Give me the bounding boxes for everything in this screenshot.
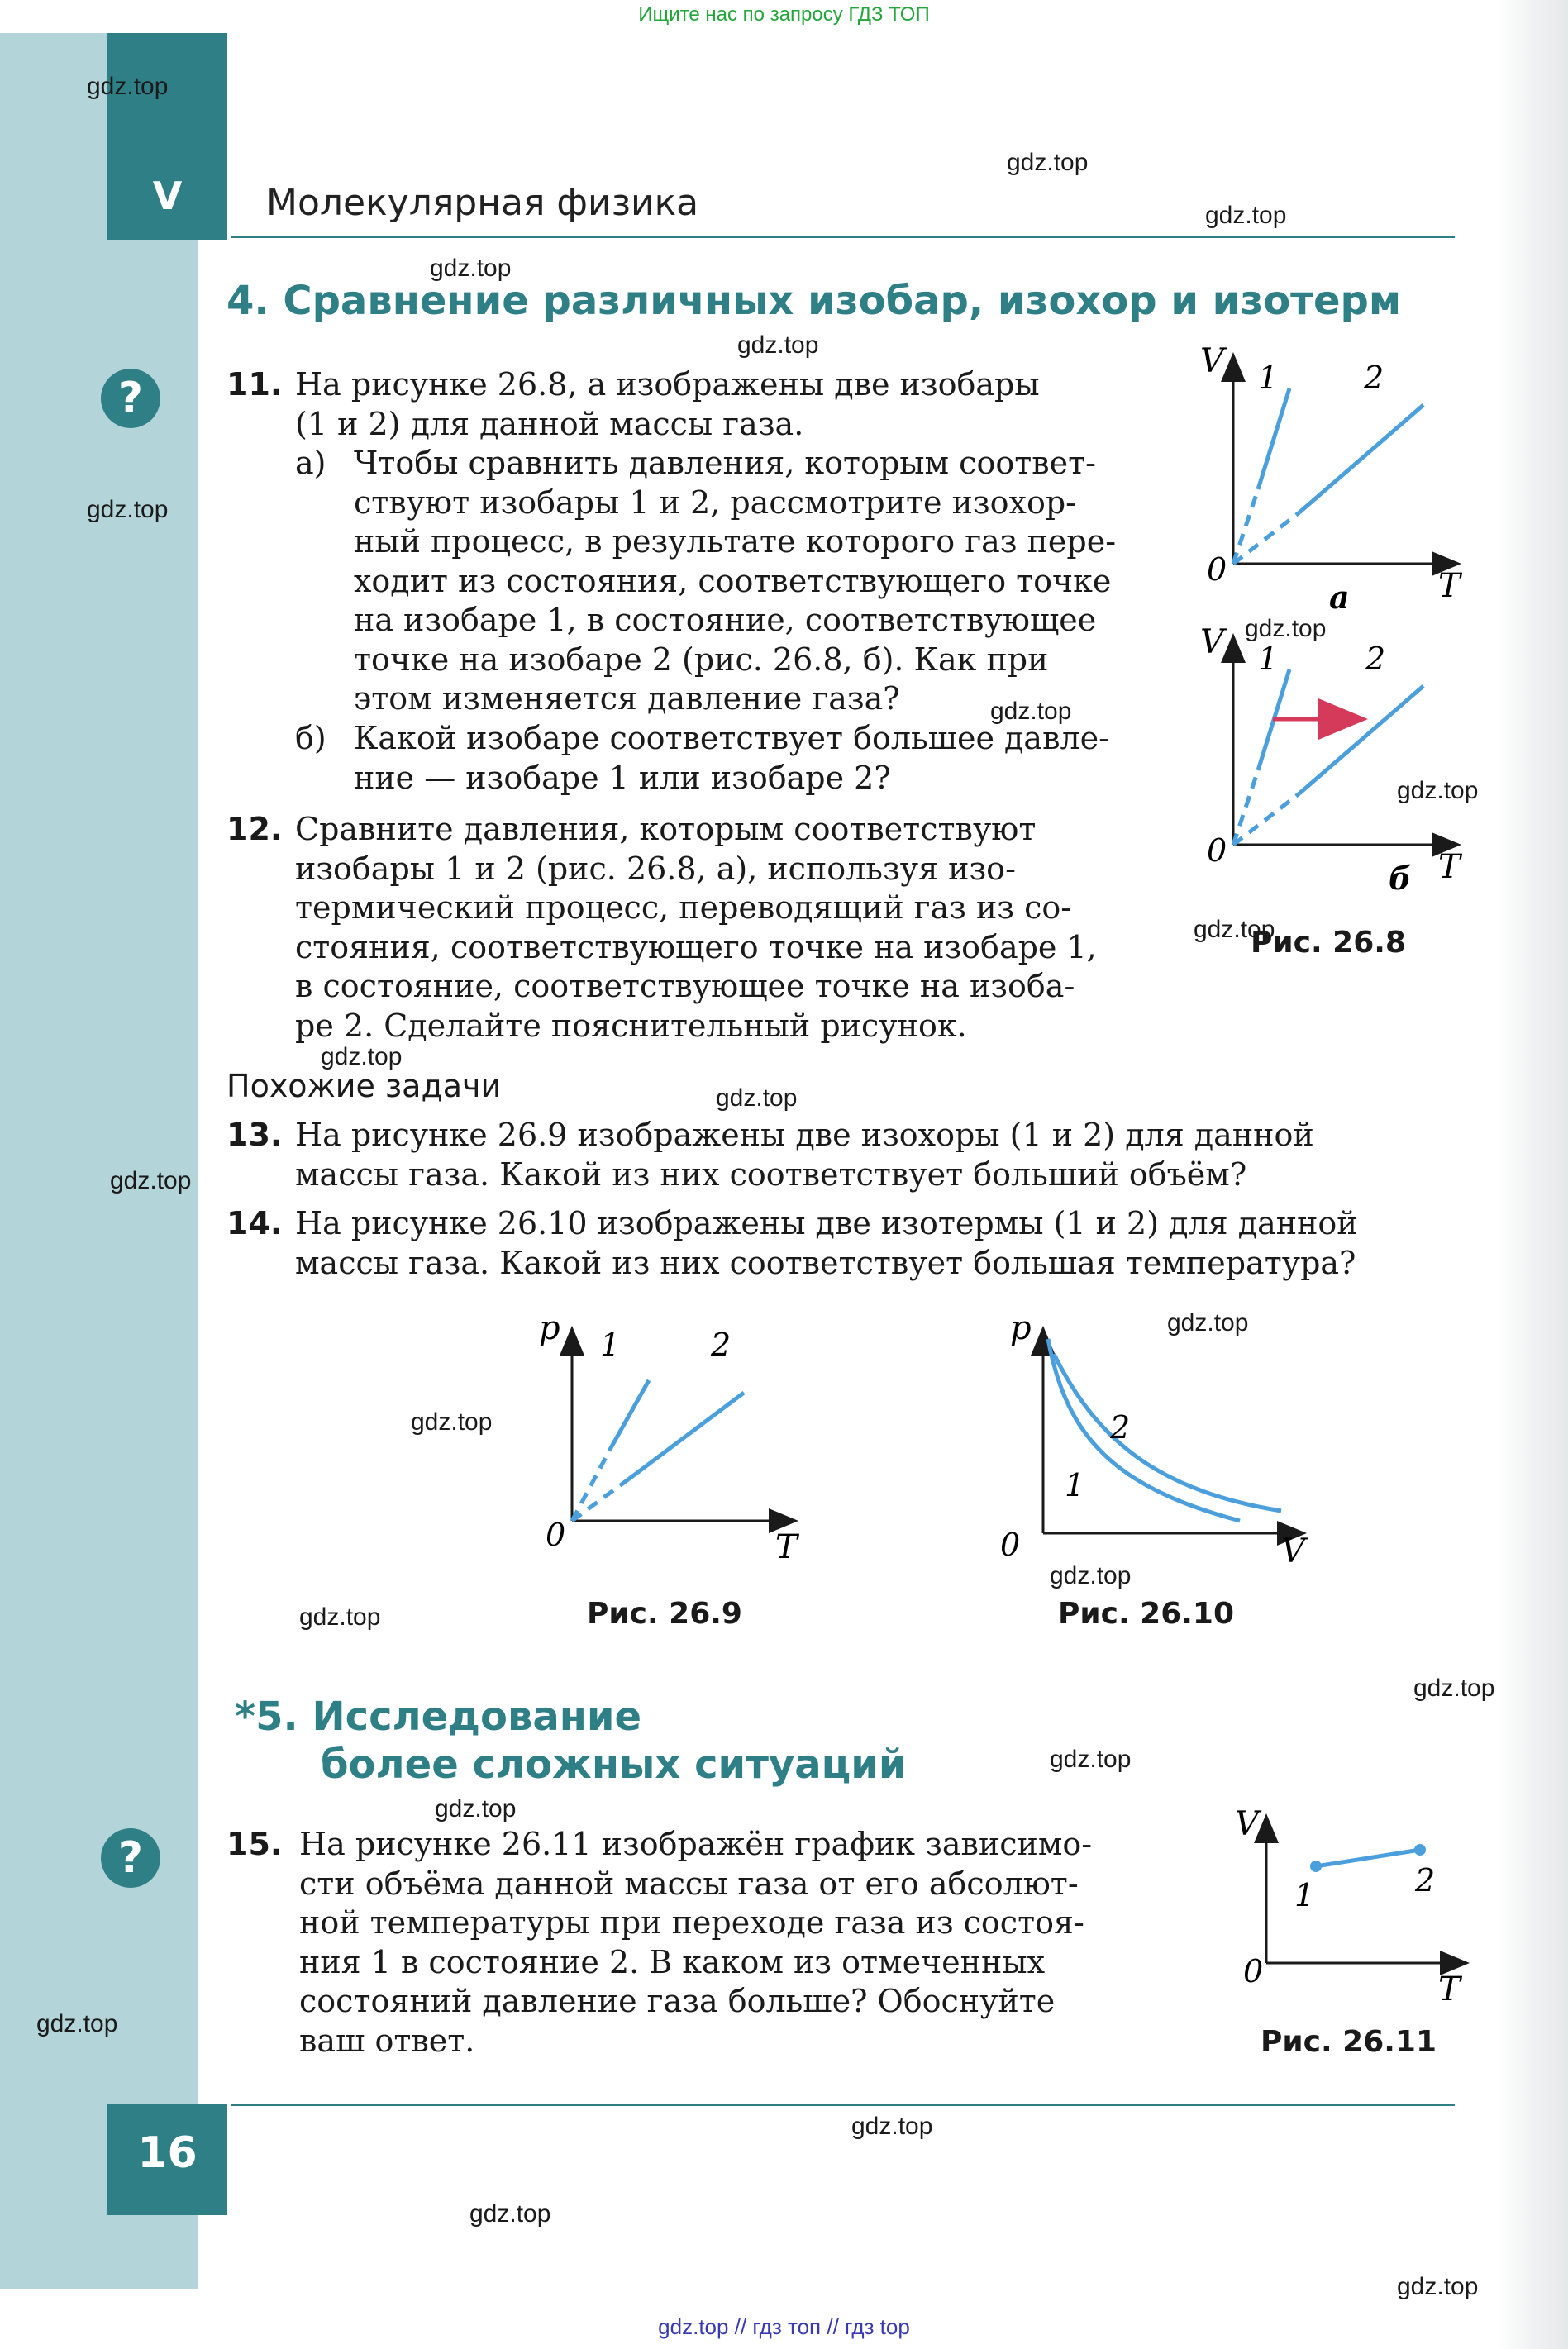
problem-11a-text xyxy=(354,444,1116,719)
problem-11b-label: б) xyxy=(295,720,326,756)
figure-26-11 xyxy=(1232,1802,1480,2008)
y-axis-label: V xyxy=(1235,1805,1259,1843)
problem-14-text xyxy=(295,1204,1358,1283)
text-line: На рисунке 26.10 изображены две изотермы (1 и 2) для данной xyxy=(295,1205,1358,1241)
text-line: состояний давление газа больше? Обоснуйте xyxy=(299,1983,1056,2019)
x-axis-label: V xyxy=(1281,1532,1305,1570)
text-line: Какой изобаре соответствует большее давле- xyxy=(354,720,1109,756)
origin-label: 0 xyxy=(1207,832,1227,869)
isobar-1-extrapolation xyxy=(1233,489,1258,564)
isochore-1-extrapolation xyxy=(572,1446,612,1521)
watermark: gdz.top xyxy=(435,1795,517,1822)
text-line: Сравните давления, которым соответствуют xyxy=(295,811,1037,847)
problem-11a-label: а) xyxy=(295,445,326,481)
transition-line xyxy=(1316,1850,1420,1866)
problem-11b-text xyxy=(354,719,1109,798)
section-4-title: 4. Сравнение различных изобар, изохор и изотерм xyxy=(226,278,1402,324)
section-5-title xyxy=(235,1693,907,1789)
origin-label: 0 xyxy=(1243,1953,1264,1989)
watermark: gdz.top xyxy=(1050,1746,1132,1773)
origin-label: 0 xyxy=(546,1517,566,1553)
section-5-title-line: *5. Исследование xyxy=(235,1694,642,1740)
line-2-label: 2 xyxy=(1110,1409,1131,1446)
chapter-title: Молекулярная физика xyxy=(266,182,699,224)
watermark: gdz.top xyxy=(430,255,512,282)
watermark: gdz.top xyxy=(321,1043,403,1070)
header-rule xyxy=(231,236,1455,238)
similar-heading: Похожие задачи xyxy=(226,1068,502,1104)
text-line: этом изменяется давление газа? xyxy=(354,680,900,717)
point-1-label: 1 xyxy=(1294,1877,1315,1913)
watermark: gdz.top xyxy=(469,2200,551,2228)
isochore-2 xyxy=(628,1393,744,1479)
problem-14-number: 14. xyxy=(226,1205,283,1241)
problem-11-text xyxy=(295,365,1040,444)
text-line: на изобаре 1, в состояние, соответствующее xyxy=(354,602,1097,638)
problem-15-text xyxy=(299,1825,1092,2061)
line-1-label: 1 xyxy=(1258,360,1279,396)
problem-13-number: 13. xyxy=(226,1117,283,1153)
bottom-banner[interactable]: gdz.top // гдз топ // гдз top xyxy=(658,2314,910,2339)
isobar-1 xyxy=(1258,388,1289,489)
figure-26-9 xyxy=(496,1314,810,1570)
watermark: gdz.top xyxy=(851,2113,933,2140)
text-line: стояния, соответствующего точке на изобаре 1, xyxy=(295,928,1097,965)
text-line: (1 и 2) для данной массы газа. xyxy=(295,405,804,442)
text-line: ный процесс, в результате которого газ пере- xyxy=(354,523,1117,560)
y-axis-label: p xyxy=(539,1314,560,1347)
text-line: термический процесс, переводящий газ из со- xyxy=(295,889,1072,926)
watermark: gdz.top xyxy=(1397,777,1479,804)
watermark: gdz.top xyxy=(1007,149,1089,176)
problem-13-text xyxy=(295,1116,1314,1194)
footer-rule xyxy=(231,2104,1455,2106)
problem-11-number: 11. xyxy=(226,366,283,403)
page-margin-band xyxy=(0,33,198,2289)
figure-26-8a xyxy=(1190,347,1471,612)
text-line: ходит из состояния, соответствующего точке xyxy=(354,562,1112,599)
text-line: ной температуры при переходе газа из состоя- xyxy=(299,1904,1084,1941)
figure-26-10 xyxy=(975,1314,1323,1570)
text-line: На рисунке 26.8, а изображены две изобары xyxy=(295,366,1040,403)
watermark: gdz.top xyxy=(1413,1675,1495,1702)
text-line: массы газа. Какой из них соответствует большая температура? xyxy=(295,1244,1356,1281)
isobar-1-extrapolation xyxy=(1233,770,1258,845)
text-line: сти объёма данной массы газа от его абсолют- xyxy=(299,1865,1079,1902)
text-line: ние — изобаре 1 или изобаре 2? xyxy=(354,759,891,796)
text-line: ствуют изобары 1 и 2, рассмотрите изохор- xyxy=(354,484,1076,521)
line-2-label: 2 xyxy=(1364,360,1385,396)
text-line: ния 1 в состояние 2. В каком из отмеченных xyxy=(299,1943,1045,1980)
y-axis-label: V xyxy=(1200,628,1224,661)
watermark: gdz.top xyxy=(716,1084,798,1112)
text-line: На рисунке 26.11 изображён график зависимо- xyxy=(299,1826,1093,1862)
text-line: ре 2. Сделайте пояснительный рисунок. xyxy=(295,1007,967,1044)
watermark: gdz.top xyxy=(737,331,819,359)
watermark: gdz.top xyxy=(1050,1562,1132,1589)
figure-26-11-caption: Рис. 26.11 xyxy=(1261,2025,1437,2059)
line-2-label: 2 xyxy=(1365,641,1386,677)
page-number: 16 xyxy=(137,2128,198,2178)
y-axis-label: V xyxy=(1200,347,1224,380)
origin-label: 0 xyxy=(1000,1527,1021,1563)
watermark: gdz.top xyxy=(1205,202,1287,229)
line-1-label: 1 xyxy=(600,1327,621,1363)
figure-26-9-caption: Рис. 26.9 xyxy=(587,1597,742,1631)
watermark: gdz.top xyxy=(110,1167,192,1194)
watermark: gdz.top xyxy=(36,2010,118,2037)
line-2-label: 2 xyxy=(711,1327,732,1363)
question-icon: ? xyxy=(101,1828,160,1888)
top-banner[interactable]: Ищите нас по запросу ГДЗ ТОП xyxy=(638,3,930,26)
y-axis-label: p xyxy=(1010,1314,1032,1347)
watermark: gdz.top xyxy=(1245,615,1327,642)
figure-26-8b xyxy=(1190,628,1471,893)
panel-label: а xyxy=(1329,579,1350,612)
isochore-2-extrapolation xyxy=(572,1479,628,1521)
text-line: массы газа. Какой из них соответствует больший объём? xyxy=(295,1155,1247,1193)
watermark: gdz.top xyxy=(1194,916,1275,943)
point-2-label: 2 xyxy=(1415,1862,1436,1899)
watermark: gdz.top xyxy=(87,496,169,523)
panel-label: б xyxy=(1389,860,1412,893)
problem-12-number: 12. xyxy=(226,811,283,847)
watermark: gdz.top xyxy=(990,698,1072,725)
section-5-title-line: более сложных ситуаций xyxy=(321,1742,907,1788)
watermark: gdz.top xyxy=(87,73,169,100)
text-line: точке на изобаре 2 (рис. 26.8, б). Как при xyxy=(354,641,1049,678)
problem-12-text xyxy=(295,810,1097,1046)
line-1-label: 1 xyxy=(1065,1467,1085,1503)
figure-26-8-caption: Рис. 26.8 xyxy=(1251,926,1406,960)
problem-15-number: 15. xyxy=(226,1826,283,1862)
chapter-number: V xyxy=(152,174,183,218)
question-icon: ? xyxy=(101,369,160,428)
watermark: gdz.top xyxy=(411,1408,493,1436)
x-axis-label: T xyxy=(775,1528,798,1566)
watermark: gdz.top xyxy=(299,1603,381,1631)
origin-label: 0 xyxy=(1207,551,1227,588)
text-line: в состояние, соответствующее точке на изоба- xyxy=(295,968,1075,1004)
isotherm-2 xyxy=(1054,1354,1281,1511)
state-2-point xyxy=(1414,1844,1426,1856)
watermark: gdz.top xyxy=(1167,1309,1249,1336)
text-line: изобары 1 и 2 (рис. 26.8, а), используя изо- xyxy=(295,850,1016,887)
text-line: Чтобы сравнить давления, которым соответ- xyxy=(354,445,1096,481)
state-1-point xyxy=(1310,1861,1322,1872)
x-axis-label: T xyxy=(1438,848,1461,886)
text-line: ваш ответ. xyxy=(299,2022,475,2059)
isobar-2 xyxy=(1299,405,1423,512)
line-1-label: 1 xyxy=(1258,641,1279,677)
isochore-1 xyxy=(612,1380,649,1446)
x-axis-label: T xyxy=(1438,567,1461,605)
watermark: gdz.top xyxy=(1397,2273,1479,2300)
figure-26-10-caption: Рис. 26.10 xyxy=(1058,1597,1235,1631)
text-line: На рисунке 26.9 изображены две изохоры (1 и 2) для данной xyxy=(295,1117,1314,1153)
page-edge-shadow xyxy=(1496,0,1568,2349)
x-axis-label: T xyxy=(1438,1970,1461,2008)
